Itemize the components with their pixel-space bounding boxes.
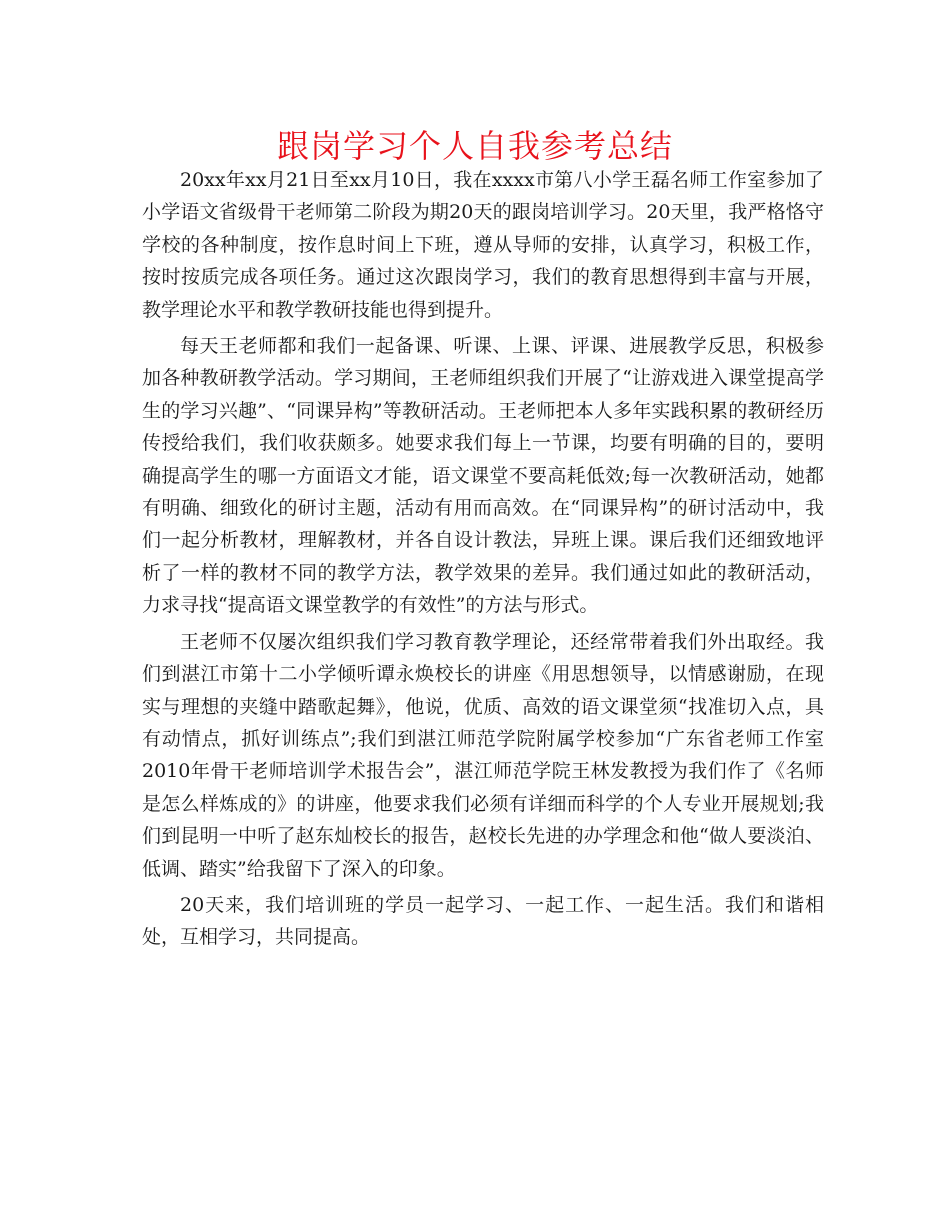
document-title: 跟岗学习个人自我参考总结 — [276, 127, 673, 165]
paragraph-1: 20xx年xx月21日至xx月10日，我在xxxx市第八小学王磊名师工作室参加了小学语文省级骨干老师第二阶段为期20天的跟岗培训学习。20天里，我严格恪守学校的各种制度，按作息时间上下班，遵从导师的安排，认真学习，积极工作，按时按质完成各项任务。通过这次跟岗学习，我们的教育思想得到丰富与开展，教学理论水平和教学教研技能也得到提升。 — [142, 169, 824, 321]
document-body — [142, 164, 824, 958]
paragraph-3: 王老师不仅屡次组织我们学习教育教学理论，还经常带着我们外出取经。我们到湛江市第十二小学倾听谭永焕校长的讲座《用思想领导，以情感谢励，在现实与理想的夹缝中踏歌起舞》，他说，优质、高效的语文课堂须“找准切入点，具有动情点，抓好训练点”;我们到湛江师范学院附属学校参加“广东省老师工作室2010年骨干老师培训学术报告会”，湛江师范学院王林发教授为我们作了《名师是怎么样炼成的》的讲座，他要求我们必须有详细而科学的个人专业开展规划;我们到昆明一中听了赵东灿校长的报告，赵校长先进的办学理念和他“做人要淡泊、低调、踏实”给我留下了深入的印象。 — [142, 630, 824, 880]
paragraph-4: 20天来，我们培训班的学员一起学习、一起工作、一起生活。我们和谐相处，互相学习，共同提高。 — [142, 893, 824, 949]
paragraph-2: 每天王老师都和我们一起备课、听课、上课、评课、进展教学反思，积极参加各种教研教学活动。学习期间，王老师组织我们开展了“让游戏进入课堂提高学生的学习兴趣”、“同课异构”等教研活动。王老师把本人多年实践积累的教研经历传授给我们，我们收获颇多。她要求我们每上一节课，均要有明确的目的，要明确提高学生的哪一方面语文才能，语文课堂不要高耗低效;每一次教研活动，她都有明确、细致化的研讨主题，活动有用而高效。在“同课异构”的研讨活动中，我们一起分析教材，理解教材，并各自设计教法，异班上课。课后我们还细致地评析了一样的教材不同的教学方法，教学效果的差异。我们通过如此的教研活动，力求寻找“提高语文课堂教学的有效性”的方法与形式。 — [142, 335, 824, 617]
